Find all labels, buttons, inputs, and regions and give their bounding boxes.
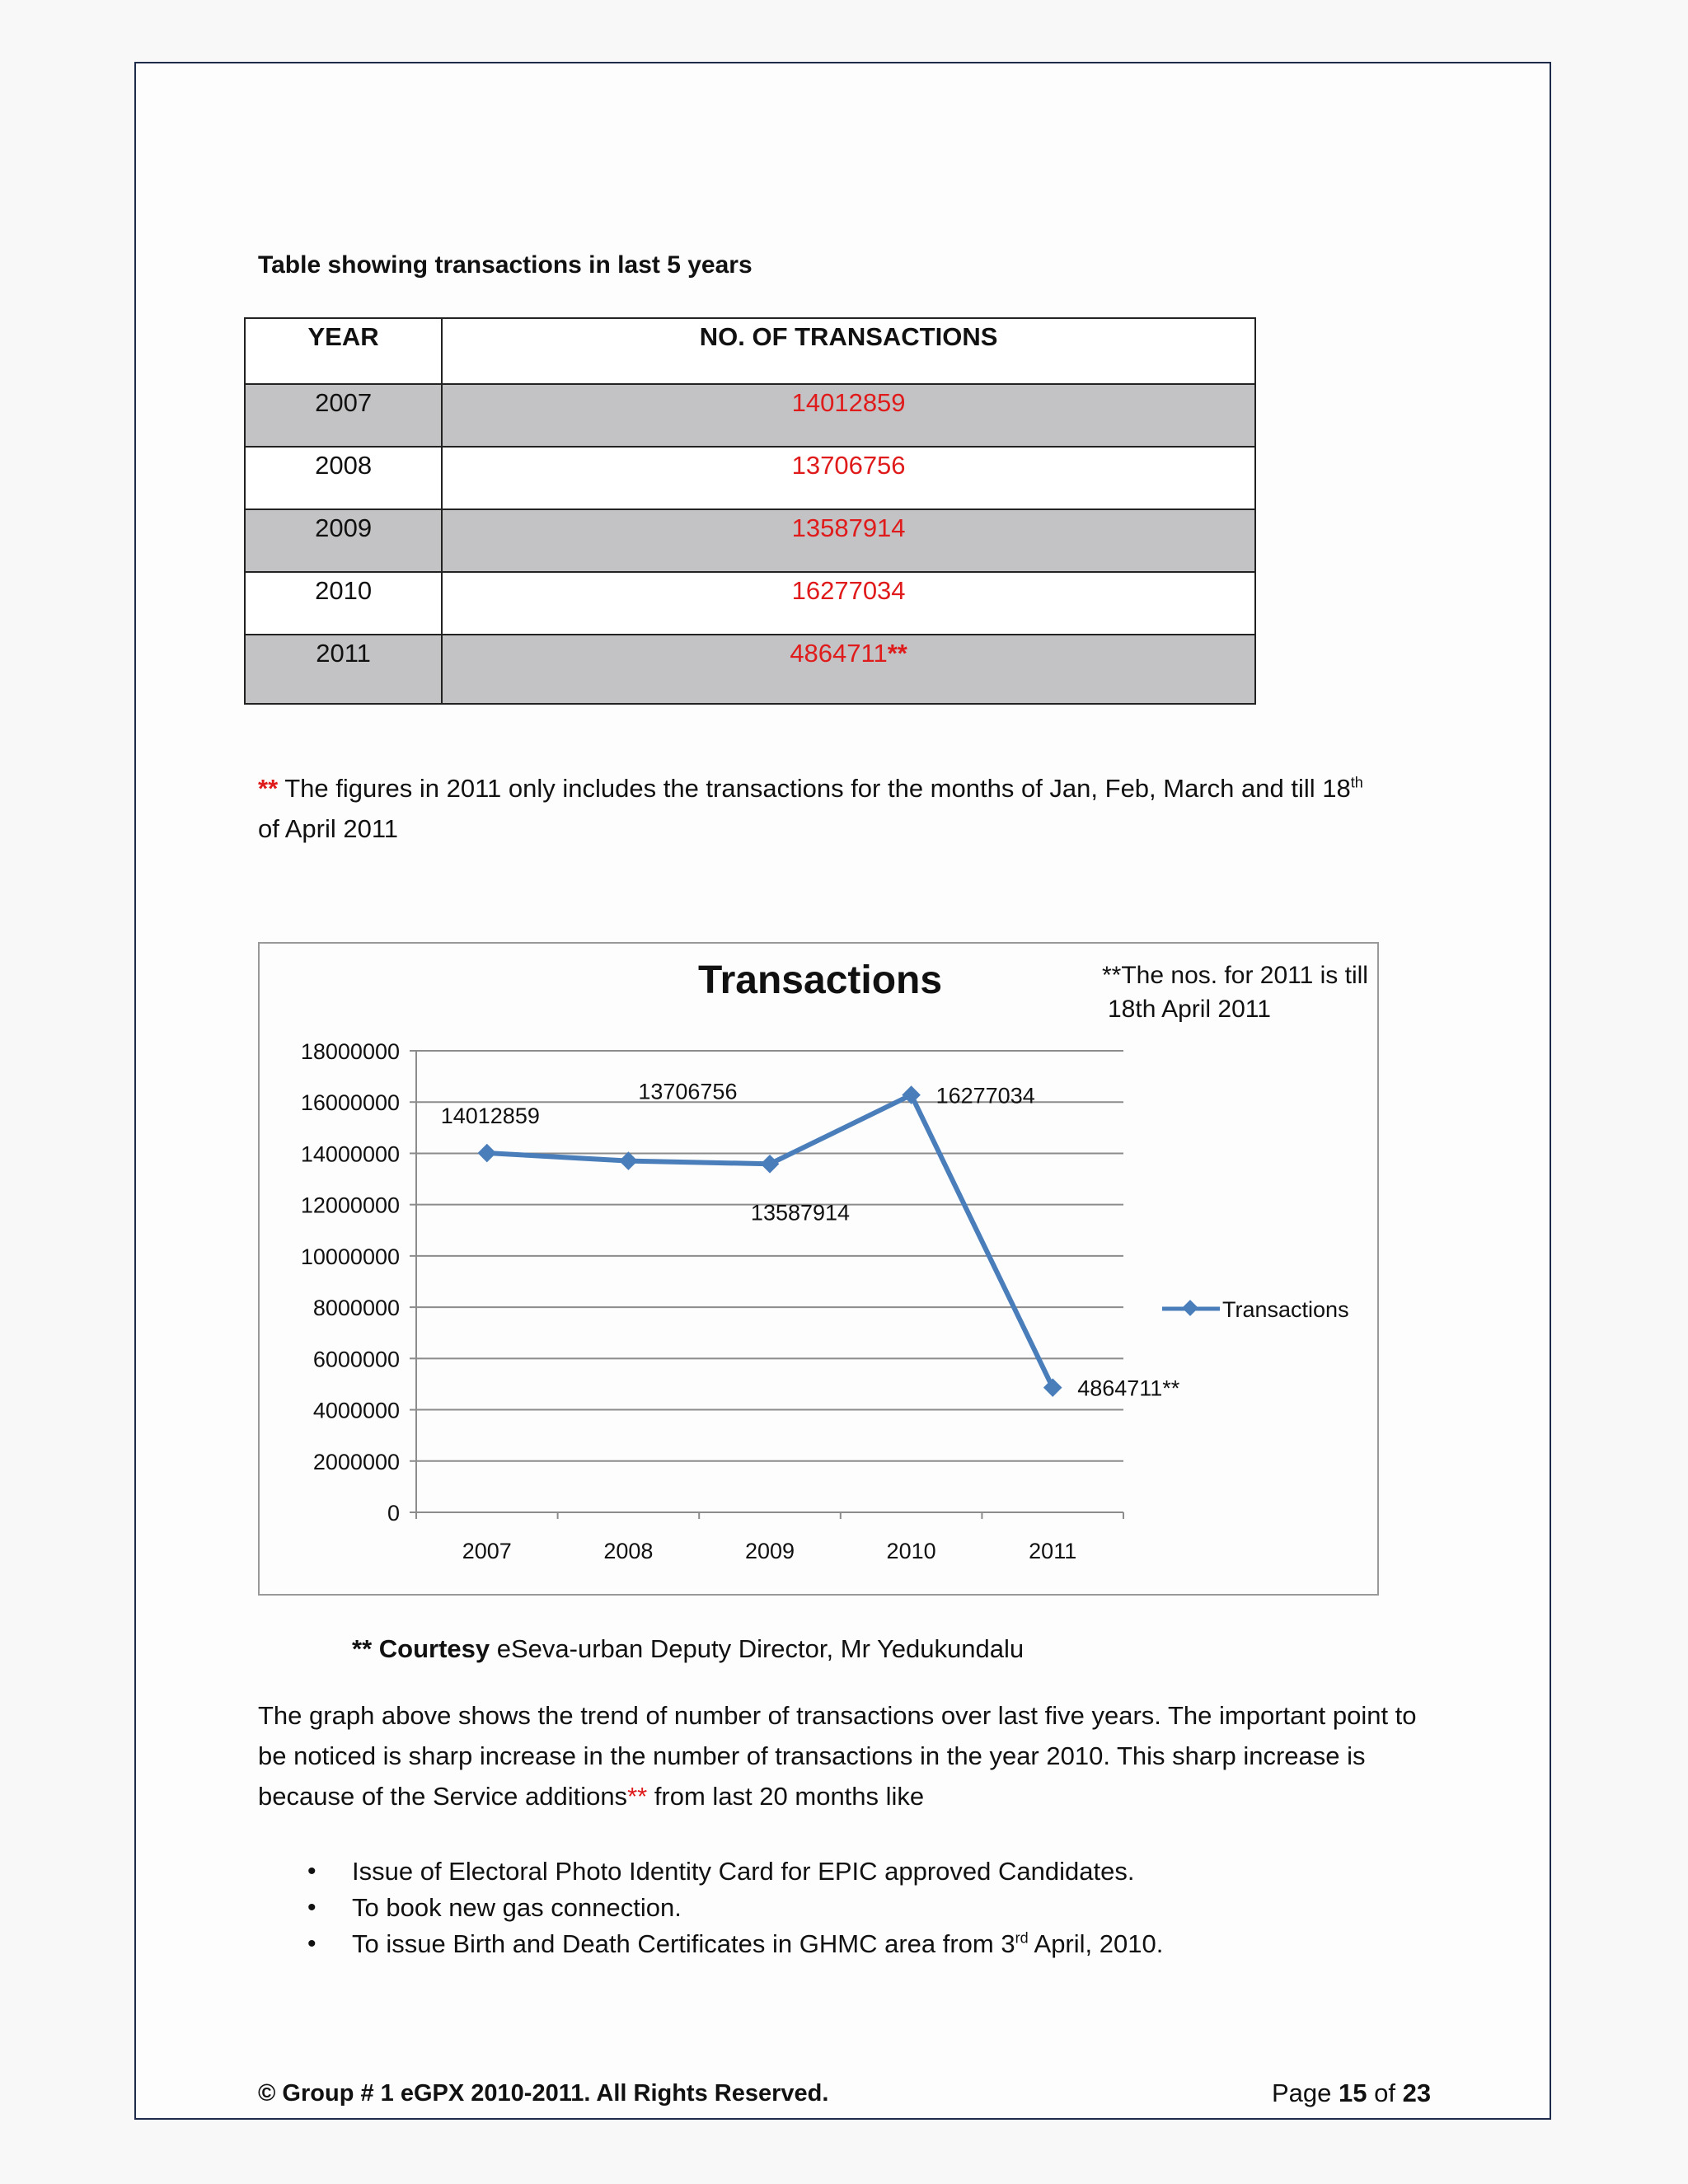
- chart-annotation-line2: 18th April 2011: [1108, 996, 1271, 1023]
- list-item: [258, 1926, 1163, 1962]
- courtesy-bold: Courtesy: [378, 1634, 490, 1663]
- y-tick-label: 2000000: [312, 1449, 400, 1474]
- transactions-cell: [442, 572, 1255, 635]
- transactions-cell: [442, 635, 1255, 704]
- courtesy-text: eSeva-urban Deputy Director, Mr Yedukundalu: [490, 1634, 1025, 1663]
- year-cell: 2009: [245, 509, 442, 572]
- table-row: [245, 572, 1255, 635]
- chart-series: [477, 1085, 1062, 1397]
- footer-page-number: [1272, 2079, 1431, 2108]
- bullet-icon: •: [307, 1930, 316, 1957]
- table-row: [245, 509, 1255, 572]
- footnote-stars: **: [258, 774, 279, 803]
- chart-legend: [1162, 1297, 1349, 1322]
- transactions-cell: [442, 384, 1255, 447]
- footnote-text: The figures in 2011 only includes the transactions for the months of Jan, Feb, March and till 18: [278, 774, 1351, 803]
- bullet-icon: •: [307, 1894, 316, 1921]
- transactions-value: 13587914: [791, 513, 906, 542]
- footnote-sup: th: [1350, 774, 1363, 791]
- footer-copyright: © Group # 1 eGPX 2010-2011. All Rights Reserved.: [258, 2080, 829, 2107]
- data-label: 13587914: [750, 1200, 851, 1226]
- table-caption: Table showing transactions in last 5 years: [258, 251, 753, 279]
- list-item: [258, 1890, 1163, 1926]
- year-cell: 2008: [245, 447, 442, 509]
- transactions-cell: [442, 447, 1255, 509]
- courtesy-line: [352, 1634, 1024, 1664]
- table-header-row: [245, 318, 1255, 384]
- transactions-value: 14012859: [791, 388, 906, 417]
- transactions-value: 13706756: [791, 451, 906, 480]
- footnote-2011: [258, 768, 1428, 849]
- data-point: [1043, 1378, 1062, 1397]
- y-tick-label: 6000000: [312, 1347, 400, 1372]
- y-tick-label: 8000000: [312, 1296, 400, 1321]
- transactions-chart: [258, 942, 1379, 1596]
- list-item-sup: rd: [1015, 1929, 1029, 1947]
- list-item-text: To book new gas connection.: [352, 1893, 682, 1922]
- y-tick-label: 12000000: [300, 1193, 400, 1218]
- year-cell: 2007: [245, 384, 442, 447]
- y-tick-label: 18000000: [300, 1039, 400, 1064]
- page-total: 23: [1402, 2079, 1432, 2107]
- y-tick-label: 0: [387, 1501, 400, 1526]
- y-tick-label: 16000000: [300, 1090, 400, 1116]
- year-cell: 2010: [245, 572, 442, 635]
- data-label: 4864711**: [1077, 1376, 1180, 1401]
- paragraph-stars: **: [627, 1782, 648, 1811]
- y-tick-label: 4000000: [312, 1398, 400, 1423]
- table-row: [245, 384, 1255, 447]
- transactions-cell: [442, 509, 1255, 572]
- data-label: 16277034: [935, 1083, 1035, 1108]
- data-label: 13706756: [638, 1079, 738, 1104]
- paragraph-text2: from last 20 months like: [647, 1782, 925, 1811]
- series-line: [487, 1095, 1053, 1388]
- list-item-text: To issue Birth and Death Certificates in GHMC area from 3: [352, 1929, 1015, 1958]
- paragraph-text: The graph above shows the trend of number of transactions over last five years. The important point to be noticed is sharp increase in the number of transactions in the year 2010. This sharp increase is because of the Service additions: [258, 1701, 1417, 1811]
- page-current: 15: [1339, 2079, 1367, 2107]
- x-tick-label: 2009: [744, 1539, 795, 1563]
- chart-title: Transactions: [697, 958, 943, 1002]
- legend-marker: [1182, 1300, 1198, 1316]
- footnote-text2: of April 2011: [258, 814, 399, 843]
- y-tick-label: 14000000: [300, 1141, 400, 1167]
- year-cell: 2011: [245, 635, 442, 704]
- data-point: [619, 1151, 638, 1170]
- header-year: YEAR: [245, 318, 442, 384]
- table-row: [245, 447, 1255, 509]
- chart-canvas: [260, 944, 1377, 1594]
- x-tick-label: 2008: [603, 1539, 654, 1563]
- bullet-icon: •: [307, 1858, 316, 1885]
- y-tick-label: 10000000: [300, 1244, 400, 1269]
- transactions-footnote-marker: **: [887, 639, 907, 668]
- list-item-text: Issue of Electoral Photo Identity Card for EPIC approved Candidates.: [352, 1857, 1135, 1886]
- x-tick-label: 2007: [462, 1539, 512, 1563]
- page-of-label: of: [1367, 2079, 1403, 2107]
- table-row: [245, 635, 1255, 704]
- legend-label: Transactions: [1222, 1297, 1349, 1322]
- x-tick-label: 2010: [886, 1539, 936, 1563]
- chart-annotation-line1: **The nos. for 2011 is till: [1102, 962, 1368, 989]
- chart-axes: [301, 1039, 1123, 1563]
- data-label: 14012859: [440, 1104, 540, 1129]
- body-paragraph: [258, 1695, 1445, 1816]
- data-point: [477, 1144, 496, 1163]
- x-tick-label: 2011: [1029, 1539, 1077, 1563]
- list-item: [258, 1854, 1163, 1890]
- header-transactions: NO. OF TRANSACTIONS: [442, 318, 1255, 384]
- transactions-value: 4864711: [790, 639, 888, 668]
- chart-labels: [441, 1080, 1180, 1401]
- list-item-text2: April, 2010.: [1028, 1929, 1164, 1958]
- data-point: [761, 1155, 780, 1174]
- page-label: Page: [1272, 2079, 1339, 2107]
- transactions-value: 16277034: [791, 576, 906, 605]
- transactions-table: [244, 317, 1256, 705]
- courtesy-stars: **: [352, 1634, 373, 1663]
- service-list: [258, 1854, 1163, 1962]
